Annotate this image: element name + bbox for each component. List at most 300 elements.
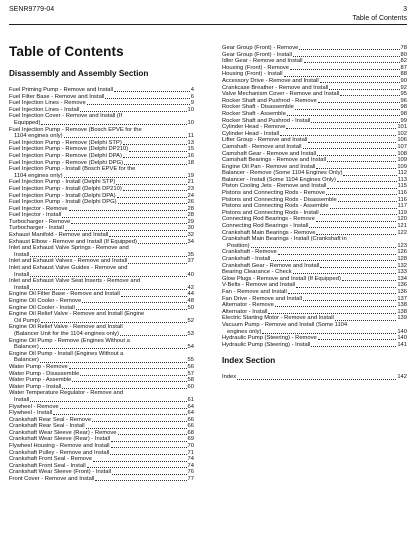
toc-entry-page: 66 xyxy=(187,416,194,423)
toc-entry-page: 21 xyxy=(187,179,194,186)
toc-entry-title: Rocker Shaft - Disassemble xyxy=(222,104,294,111)
toc-entry[interactable] xyxy=(9,252,194,259)
toc-entry-title: Fuel Injection Pump - Install (Delphi DPA) xyxy=(9,192,116,199)
toc-entry[interactable] xyxy=(222,256,407,263)
toc-entry-page: 24 xyxy=(187,192,194,199)
toc-entry-title: Pistons and Connecting Rods - Disassemble xyxy=(222,196,337,203)
toc-entry-page: 108 xyxy=(397,150,407,157)
dot-leader xyxy=(117,197,187,198)
toc-entry-page: 138 xyxy=(397,302,407,309)
toc-entry-title: Electric Starting Motor - Remove and Install xyxy=(222,315,334,322)
dot-leader xyxy=(271,260,396,261)
toc-entry[interactable] xyxy=(9,364,194,371)
dot-leader xyxy=(326,194,397,195)
toc-entry[interactable] xyxy=(9,331,194,338)
dot-leader xyxy=(62,388,186,389)
toc-entry-title: Crankshaft Main Bearings - Install (Crankshaft in xyxy=(222,236,347,243)
toc-entry-page: 13 xyxy=(187,139,194,146)
toc-entry[interactable] xyxy=(9,291,194,298)
dot-leader xyxy=(290,69,400,70)
toc-entry-page: 133 xyxy=(397,269,407,276)
toc-entry[interactable] xyxy=(9,206,194,213)
page-number: 3 xyxy=(403,6,407,13)
toc-entry[interactable] xyxy=(222,276,407,283)
toc-entry-title: Lifter Group - Remove and Install xyxy=(222,137,308,144)
toc-entry[interactable] xyxy=(222,296,407,303)
toc-entry-title: Fuel Filter Base - Remove and Install xyxy=(9,93,105,100)
toc-entry-page: 28 xyxy=(187,212,194,219)
toc-entry-page: 90 xyxy=(400,77,407,84)
toc-entry[interactable] xyxy=(9,285,194,292)
toc-entry-page: 15 xyxy=(187,146,194,153)
toc-entry-title: Crankshaft Gear - Remove and Install xyxy=(222,262,320,269)
toc-entry[interactable] xyxy=(9,430,194,437)
toc-entry[interactable] xyxy=(222,263,407,270)
toc-entry-title: Fuel Injection Cover - Remove and Install (If xyxy=(9,113,123,120)
dot-leader xyxy=(284,76,400,77)
toc-entry-page: 30 xyxy=(187,225,194,232)
toc-entry[interactable] xyxy=(222,289,407,296)
toc-entry-title: Front Cover - Remove and Install xyxy=(9,476,95,483)
toc-entry[interactable] xyxy=(9,219,194,226)
toc-entry-page: 28 xyxy=(187,205,194,212)
dot-leader xyxy=(262,333,396,334)
dot-leader xyxy=(76,309,187,310)
toc-entry-page: 34 xyxy=(187,238,194,245)
toc-entry-title: Rocker Shaft and Pushrod - Remove xyxy=(222,97,317,104)
toc-entry-page: 88 xyxy=(400,71,407,78)
toc-entry[interactable] xyxy=(9,397,194,404)
toc-entry-title: Engine Oil Pump - Install (Engines Without a xyxy=(9,350,124,357)
toc-entry-page: 134 xyxy=(397,275,407,282)
toc-entry[interactable] xyxy=(9,423,194,430)
dot-leader xyxy=(318,102,400,103)
toc-entry[interactable] xyxy=(222,131,407,138)
dot-leader xyxy=(278,254,397,255)
page-header xyxy=(9,6,407,30)
toc-entry[interactable] xyxy=(9,324,194,331)
toc-entry[interactable] xyxy=(9,133,194,140)
toc-entry-title: Flywheel Housing - Remove and Install xyxy=(9,443,110,450)
toc-entry[interactable] xyxy=(9,153,194,160)
toc-entry-page: 56 xyxy=(187,363,194,370)
toc-entry-page: 112 xyxy=(397,170,407,177)
toc-entry[interactable] xyxy=(9,232,194,239)
dot-leader xyxy=(320,214,397,215)
toc-entry[interactable] xyxy=(222,269,407,276)
dot-leader xyxy=(309,227,396,228)
toc-entry[interactable] xyxy=(222,78,407,85)
toc-entry-page: 123 xyxy=(397,242,407,249)
toc-entry-title: Hydraulic Pump (Steering) - Install xyxy=(222,341,311,348)
toc-entry-page: 101 xyxy=(397,124,407,131)
toc-entry-page: 18 xyxy=(187,159,194,166)
toc-entry[interactable] xyxy=(9,179,194,186)
toc-entry[interactable] xyxy=(9,390,194,397)
toc-entry[interactable] xyxy=(9,225,194,232)
toc-entry-page: 119 xyxy=(397,209,407,216)
toc-entry[interactable] xyxy=(9,258,194,265)
toc-entry-page: 16 xyxy=(187,152,194,159)
toc-entry-title: Gear Group (Front) - Remove xyxy=(222,45,299,51)
toc-entry[interactable] xyxy=(9,100,194,107)
dot-leader xyxy=(316,234,396,235)
toc-entry-title: engines only) xyxy=(227,328,262,335)
dot-leader xyxy=(303,300,396,301)
toc-entry-title: Water Pump - Disassemble xyxy=(9,370,80,377)
dot-leader xyxy=(111,441,186,442)
dot-leader xyxy=(293,273,397,274)
toc-entry[interactable] xyxy=(9,338,194,345)
toc-entry[interactable] xyxy=(9,305,194,312)
dot-leader xyxy=(72,381,186,382)
dot-leader xyxy=(311,122,399,123)
toc-entry-title: Crankshaft Wear Sleeve (Rear) - Remove xyxy=(9,429,117,436)
toc-entry-page: 76 xyxy=(187,469,194,476)
toc-entry[interactable] xyxy=(9,357,194,364)
dot-leader xyxy=(337,181,397,182)
toc-entry[interactable] xyxy=(222,230,407,237)
toc-entry-page: 140 xyxy=(397,328,407,335)
toc-entry-title: Install xyxy=(14,251,30,258)
dot-leader xyxy=(327,188,396,189)
toc-entry[interactable] xyxy=(9,193,194,200)
toc-entry-title: Piston Cooling Jets - Remove and Install xyxy=(222,183,327,190)
toc-entry[interactable] xyxy=(9,344,194,351)
toc-entry-page: 54 xyxy=(187,344,194,351)
toc-entry[interactable] xyxy=(9,351,194,358)
toc-entry-title: Idler Gear - Remove and Install xyxy=(222,58,303,65)
toc-entry[interactable] xyxy=(222,137,407,144)
toc-entry-page: 122 xyxy=(397,229,407,236)
dot-leader xyxy=(114,91,190,92)
dot-leader xyxy=(64,177,187,178)
toc-entry-page: 35 xyxy=(187,251,194,258)
header-rule xyxy=(9,24,407,25)
toc-entry[interactable] xyxy=(222,210,407,217)
toc-entry-title: 1104 engines only) xyxy=(14,133,63,140)
toc-list-right xyxy=(222,45,407,348)
dot-leader xyxy=(93,461,186,462)
toc-entry[interactable] xyxy=(9,318,194,325)
dot-leader xyxy=(109,236,186,237)
toc-entry-page: 42 xyxy=(187,284,194,291)
toc-entry-title: Crankshaft Wear Sleeve (Rear) - Install xyxy=(9,436,111,443)
toc-entry-page: 140 xyxy=(397,335,407,342)
toc-entry-title: Fuel Injection Pump - Remove (Delphi DP210) xyxy=(9,146,129,153)
toc-entry-page: 4 xyxy=(190,87,194,93)
toc-entry-page: 66 xyxy=(187,423,194,430)
toc-entry[interactable] xyxy=(9,463,194,470)
toc-entry-title: Inlet and Exhaust Valves - Remove and Install xyxy=(9,258,128,265)
toc-entry-title: Engine Oil Cooler - Install xyxy=(9,304,75,311)
toc-entry-page: 48 xyxy=(187,298,194,304)
toc-entry[interactable] xyxy=(9,265,194,272)
toc-entry[interactable] xyxy=(9,186,194,193)
dot-leader xyxy=(80,111,186,112)
toc-entry[interactable] xyxy=(9,107,194,114)
toc-entry[interactable] xyxy=(222,177,407,184)
dot-leader xyxy=(95,480,186,481)
index-list xyxy=(222,374,407,381)
dot-leader xyxy=(343,175,396,176)
toc-entry[interactable] xyxy=(222,85,407,92)
toc-entry[interactable] xyxy=(222,282,407,289)
toc-entry-page: 69 xyxy=(187,436,194,443)
toc-entry[interactable] xyxy=(9,456,194,463)
dot-leader xyxy=(111,447,187,448)
toc-entry[interactable] xyxy=(9,404,194,411)
toc-entry-title: Install xyxy=(14,396,30,403)
index-block xyxy=(222,356,407,381)
toc-entry-page: 138 xyxy=(397,308,407,315)
dot-leader xyxy=(87,104,190,105)
toc-entry[interactable] xyxy=(222,374,407,381)
dot-leader xyxy=(87,467,187,468)
toc-entry[interactable] xyxy=(222,52,407,59)
toc-entry-title: Valve Mechanism Cover - Remove and Install xyxy=(222,91,340,98)
toc-entry[interactable] xyxy=(9,272,194,279)
toc-entry[interactable] xyxy=(222,302,407,309)
toc-entry-title: Camshaft - Remove and Install xyxy=(222,143,302,150)
toc-entry-page: 70 xyxy=(187,443,194,450)
toc-entry-title: (Balancer Unit for the 1104 engines only) xyxy=(14,330,119,337)
dot-leader xyxy=(295,109,400,110)
toc-entry-title: Accessory Drive - Remove and Install xyxy=(222,77,319,84)
toc-entry-title: Pistons and Connecting Rods - Remove xyxy=(222,190,326,197)
toc-entry[interactable] xyxy=(222,309,407,316)
dot-leader xyxy=(64,137,187,138)
toc-entry-title: Balancer) xyxy=(14,344,39,351)
toc-entry[interactable] xyxy=(222,315,407,322)
toc-entry[interactable] xyxy=(222,170,407,177)
dot-leader xyxy=(69,368,187,369)
toc-entry[interactable] xyxy=(9,311,194,318)
toc-entry[interactable] xyxy=(9,199,194,206)
toc-entry-page: 78 xyxy=(400,45,407,51)
toc-entry-page: 19 xyxy=(187,172,194,179)
toc-entry[interactable] xyxy=(222,197,407,204)
toc-entry-page: 136 xyxy=(397,288,407,295)
dot-leader xyxy=(327,161,396,162)
toc-entry[interactable] xyxy=(222,335,407,342)
toc-entry[interactable] xyxy=(222,91,407,98)
toc-entry-title: Pistons and Connecting Rods - Assemble xyxy=(222,203,329,210)
toc-entry-title: Crankshaft Rear Seal - Remove xyxy=(9,416,92,423)
dot-leader xyxy=(124,164,186,165)
dot-leader xyxy=(118,203,187,204)
toc-entry-title: Crankshaft Main Bearings - Remove xyxy=(222,229,316,236)
dot-leader xyxy=(30,289,186,290)
toc-entry[interactable] xyxy=(9,443,194,450)
toc-entry[interactable] xyxy=(222,329,407,336)
toc-entry[interactable] xyxy=(222,243,407,250)
toc-entry[interactable] xyxy=(222,118,407,125)
dot-leader xyxy=(342,280,396,281)
dot-leader xyxy=(112,474,187,475)
toc-entry[interactable] xyxy=(9,173,194,180)
toc-entry-page: 117 xyxy=(397,203,407,210)
toc-entry[interactable] xyxy=(222,249,407,256)
toc-entry-title: Turbocharger - Remove xyxy=(9,218,71,225)
dot-leader xyxy=(60,408,187,409)
toc-entry[interactable] xyxy=(9,212,194,219)
toc-entry[interactable] xyxy=(9,113,194,120)
toc-entry-title: Crankshaft Front Seal - Remove xyxy=(9,456,93,463)
toc-entry[interactable] xyxy=(222,151,407,158)
dot-leader xyxy=(121,296,187,297)
dot-leader xyxy=(82,302,186,303)
toc-entry[interactable] xyxy=(222,183,407,190)
toc-entry-title: Exhaust Manifold - Remove and Install xyxy=(9,232,109,239)
toc-entry-page: 106 xyxy=(397,137,407,144)
toc-entry[interactable] xyxy=(9,410,194,417)
toc-entry-title: Fuel Injector - Install xyxy=(9,212,62,219)
dot-leader xyxy=(316,168,396,169)
dot-leader xyxy=(40,348,187,349)
toc-entry-title: Equipped) xyxy=(14,119,41,126)
toc-entry-title: Vacuum Pump - Remove and Install (Some 1104 xyxy=(222,321,348,328)
left-column xyxy=(9,44,194,483)
toc-entry-page: 116 xyxy=(397,196,407,203)
toc-entry[interactable] xyxy=(222,98,407,105)
toc-entry[interactable] xyxy=(222,322,407,329)
toc-entry[interactable] xyxy=(9,166,194,173)
toc-entry-page: 60 xyxy=(187,383,194,390)
dot-leader xyxy=(41,322,187,323)
toc-entry-page: 98 xyxy=(400,110,407,117)
toc-entry-page: 113 xyxy=(397,176,407,183)
toc-entry-title: Turbocharger - Install xyxy=(9,225,64,232)
toc-entry-title: Position) xyxy=(227,242,250,249)
toc-entry-title: Water Pump - Install xyxy=(9,383,62,390)
dot-leader xyxy=(120,335,187,336)
toc-entry[interactable] xyxy=(9,384,194,391)
toc-entry[interactable] xyxy=(9,120,194,127)
toc-entry[interactable] xyxy=(222,71,407,78)
dot-leader xyxy=(311,346,396,347)
toc-entry-page: 71 xyxy=(187,449,194,456)
toc-entry[interactable] xyxy=(222,190,407,197)
toc-entry[interactable] xyxy=(222,104,407,111)
toc-entry-title: Gear Group (Front) - Install xyxy=(222,51,292,58)
toc-entry-page: 40 xyxy=(187,271,194,278)
toc-entry-page: 126 xyxy=(397,249,407,256)
toc-entry[interactable] xyxy=(222,236,407,243)
toc-entry-title: Housing (Front) - Install xyxy=(222,71,283,78)
toc-entry-page: 10 xyxy=(187,106,194,113)
toc-entry[interactable] xyxy=(9,469,194,476)
toc-entry-page: 23 xyxy=(187,185,194,192)
toc-entry-page: 95 xyxy=(400,91,407,98)
toc-entry-page: 26 xyxy=(187,199,194,206)
toc-entry-page: 55 xyxy=(187,357,194,364)
toc-entry-title: Housing (Front) - Remove xyxy=(222,64,290,71)
dot-leader xyxy=(338,201,397,202)
toc-entry-page: 61 xyxy=(187,396,194,403)
toc-entry[interactable] xyxy=(222,45,407,52)
toc-entry-title: Engine Oil Relief Valve - Remove and Install (Engine xyxy=(9,311,145,318)
toc-entry[interactable] xyxy=(9,94,194,101)
toc-entry-title: Fuel Injection Pump - Remove (Bosch EPVE for the xyxy=(9,126,142,133)
toc-entry-title: Flywheel - Install xyxy=(9,410,53,417)
toc-entry-page: 121 xyxy=(397,223,407,230)
toc-entry-page: 64 xyxy=(187,410,194,417)
toc-entry-page: 132 xyxy=(397,262,407,269)
toc-entry-page: 98 xyxy=(400,104,407,111)
toc-entry[interactable] xyxy=(9,239,194,246)
toc-entry-title: Pistons and Connecting Rods - Install xyxy=(222,209,319,216)
dot-leader xyxy=(30,276,186,277)
toc-entry[interactable] xyxy=(9,140,194,147)
toc-entry[interactable] xyxy=(9,298,194,305)
toc-entry[interactable] xyxy=(9,436,194,443)
toc-entry[interactable] xyxy=(9,417,194,424)
toc-entry-page: 37 xyxy=(187,258,194,265)
toc-entry[interactable] xyxy=(9,127,194,134)
toc-entry[interactable] xyxy=(9,245,194,252)
toc-entry-title: Water Temperature Regulator - Remove and xyxy=(9,390,124,397)
toc-entry[interactable] xyxy=(222,144,407,151)
toc-entry[interactable] xyxy=(222,111,407,118)
toc-entry[interactable] xyxy=(9,160,194,167)
dot-leader xyxy=(318,339,397,340)
toc-entry[interactable] xyxy=(9,371,194,378)
toc-entry-title: V-Belts - Remove and Install xyxy=(222,282,296,289)
toc-entry[interactable] xyxy=(9,146,194,153)
dot-leader xyxy=(123,190,187,191)
dot-leader xyxy=(287,115,400,116)
toc-entry-page: 136 xyxy=(397,282,407,289)
toc-entry-title: Engine Oil Filter Base - Remove and Install xyxy=(9,291,120,298)
dot-leader xyxy=(280,135,396,136)
dot-leader xyxy=(317,155,396,156)
toc-entry[interactable] xyxy=(222,342,407,349)
toc-entry-title: Fuel Priming Pump - Remove and Install xyxy=(9,87,114,93)
toc-entry-title: Rocker Shaft - Assemble xyxy=(222,110,286,117)
toc-entry[interactable] xyxy=(222,157,407,164)
toc-entry-page: 44 xyxy=(187,291,194,298)
dot-leader xyxy=(116,184,186,185)
toc-entry[interactable] xyxy=(9,450,194,457)
toc-entry[interactable] xyxy=(222,203,407,210)
toc-entry[interactable] xyxy=(222,164,407,171)
toc-entry-page: 58 xyxy=(187,377,194,384)
toc-entry[interactable] xyxy=(222,223,407,230)
toc-entry[interactable] xyxy=(9,87,194,94)
toc-entry-page: 6 xyxy=(190,93,194,100)
toc-entry-page: 74 xyxy=(187,462,194,469)
toc-entry[interactable] xyxy=(9,476,194,483)
dot-leader xyxy=(118,434,187,435)
toc-entry-title: Index xyxy=(222,374,237,381)
toc-entry[interactable] xyxy=(222,58,407,65)
toc-entry-page: 77 xyxy=(187,476,194,483)
dot-leader xyxy=(320,267,396,268)
dot-leader xyxy=(69,210,187,211)
toc-entry-page: 64 xyxy=(187,403,194,410)
toc-entry[interactable] xyxy=(9,278,194,285)
toc-entry[interactable] xyxy=(9,377,194,384)
toc-entry-title: Water Pump - Remove xyxy=(9,363,68,370)
toc-entry-page: 115 xyxy=(397,183,407,190)
toc-entry[interactable] xyxy=(222,65,407,72)
dot-leader xyxy=(251,247,397,248)
toc-entry-title: Oil Pump) xyxy=(14,317,40,324)
toc-entry[interactable] xyxy=(222,216,407,223)
dot-leader xyxy=(299,49,399,50)
toc-entry[interactable] xyxy=(222,124,407,131)
